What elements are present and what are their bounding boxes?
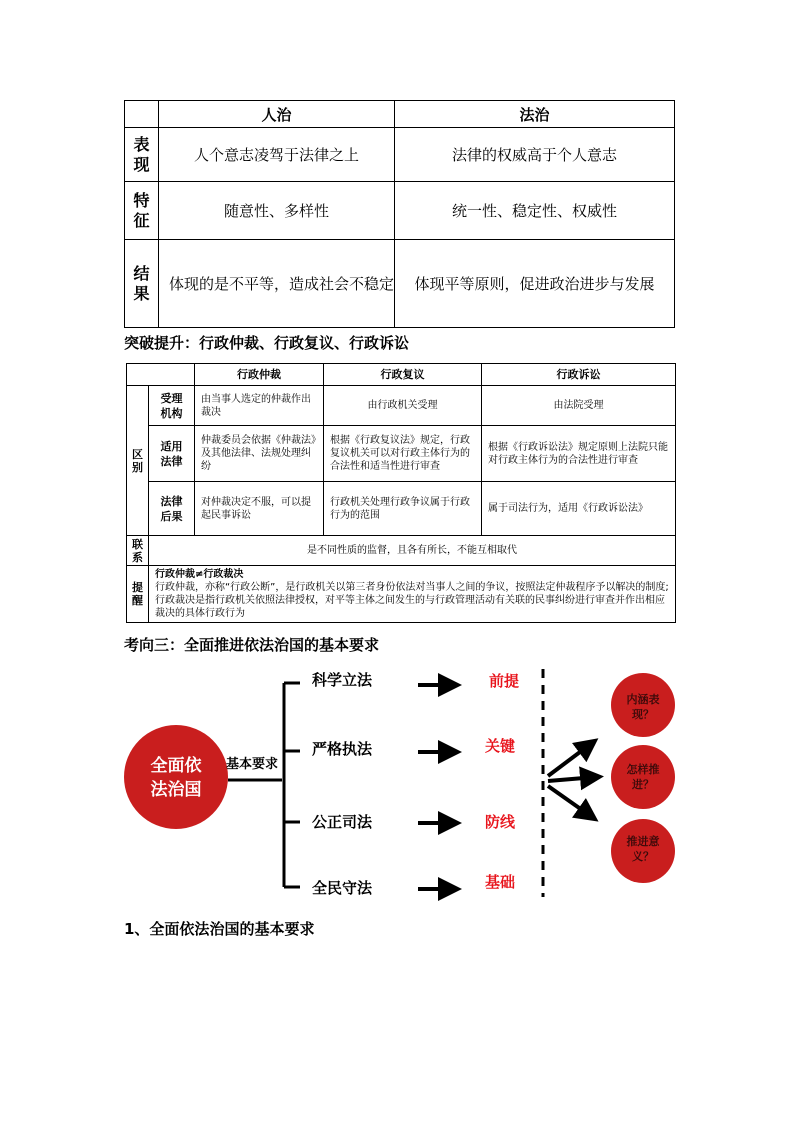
role-defense-line: 防线: [485, 813, 516, 831]
table2-header-litigation: 行政诉讼: [482, 364, 676, 386]
section-heading-basic-requirements: 1、全面依法治国的基本要求: [124, 920, 315, 938]
table1-header-fazhi: 法治: [395, 101, 675, 128]
question-2-line1: 怎样推: [626, 763, 660, 776]
row-label-tip: 提醒: [127, 566, 149, 623]
cell-review: 行政机关处理行政争议属于行政行为的范围: [324, 482, 482, 536]
table-row: [127, 566, 676, 623]
role-foundation: 基础: [485, 873, 516, 891]
table-row: [127, 536, 676, 566]
item-strict-enforcement: 严格执法: [312, 740, 373, 758]
row-label: 结果: [125, 240, 159, 328]
renzhi-fazhi-table: [124, 100, 675, 328]
table-row: [127, 482, 676, 536]
branch-label: 基本要求: [226, 757, 279, 772]
row-label: 法律后果: [149, 482, 195, 536]
cell-renzhi: 人个意志凌驾于法律之上: [159, 128, 395, 182]
table-row: [125, 240, 675, 328]
table-row: [125, 182, 675, 240]
row-label-link: 联系: [127, 536, 149, 566]
cell-arbitration: 由当事人选定的仲裁作出裁决: [195, 386, 324, 426]
cell-fazhi: 体现平等原则，促进政治进步与发展: [395, 240, 675, 328]
question-circle-2: [611, 745, 675, 809]
cell-review: 由行政机关受理: [324, 386, 482, 426]
administrative-comparison-table: [126, 363, 676, 623]
cell-litigation: 由法院受理: [482, 386, 676, 426]
cell-fazhi: 法律的权威高于个人意志: [395, 128, 675, 182]
table-row: [127, 386, 676, 426]
section-heading-direction3: 考向三：全面推进依法治国的基本要求: [124, 636, 380, 654]
role-key: 关键: [485, 737, 516, 755]
cell-arbitration: 仲裁委员会依据《仲裁法》及其他法律、法规处理纠纷: [195, 426, 324, 482]
fan-arrow-up: [548, 743, 592, 776]
item-law-abiding: 全民守法: [312, 879, 373, 897]
item-fair-justice: 公正司法: [312, 813, 373, 831]
question-1-line1: 内涵表: [626, 693, 660, 706]
role-premise: 前提: [489, 672, 520, 690]
fan-arrow-down: [548, 786, 592, 817]
center-text-line2: 法治国: [150, 780, 202, 800]
question-1-line2: 现？: [632, 708, 654, 721]
group-label-difference: 区别: [127, 386, 149, 536]
tip-text: 行政仲裁，亦称“行政公断”，是行政机关以第三者身份依法对当事人之间的争议，按照法定仲裁程序予以解决的制度;行政裁决是指行政机关依照法律授权，对平等主体之间发生的与行政管理活动有关联的民事纠纷进行审查并作出相应裁决的具体行政行为: [155, 582, 669, 619]
table-row: [127, 426, 676, 482]
item-scientific-legislation: 科学立法: [312, 671, 373, 689]
table2-corner: [127, 364, 195, 386]
cell-fazhi: 统一性、稳定性、权威性: [395, 182, 675, 240]
section-heading-breakthrough: 突破提升：行政仲裁、行政复议、行政诉讼: [124, 334, 410, 352]
cell-litigation: 属于司法行为，适用《行政诉讼法》: [482, 482, 676, 536]
question-2-line2: 进？: [632, 778, 654, 791]
tip-cell: [149, 566, 676, 623]
cell-litigation: 根据《行政诉讼法》规定原则上法院只能对行政主体行为的合法性进行审查: [482, 426, 676, 482]
table1-header-renzhi: 人治: [159, 101, 395, 128]
rule-of-law-diagram: [0, 655, 800, 915]
table2-header-arbitration: 行政仲裁: [195, 364, 324, 386]
row-label: 特征: [125, 182, 159, 240]
question-3-line2: 义？: [632, 850, 654, 863]
cell-renzhi: 体现的是不平等，造成社会不稳定: [159, 240, 395, 328]
fan-arrow-mid: [548, 777, 596, 781]
cell-review: 根据《行政复议法》规定，行政复议机关可以对行政主体行为的合法性和适当性进行审查: [324, 426, 482, 482]
table-row: [125, 128, 675, 182]
table2-header-review: 行政复议: [324, 364, 482, 386]
question-3-line1: 推进意: [626, 835, 660, 848]
row-label: 适用法律: [149, 426, 195, 482]
link-text: 是不同性质的监督，且各有所长，不能互相取代: [149, 536, 676, 566]
cell-arbitration: 对仲裁决定不服，可以提起民事诉讼: [195, 482, 324, 536]
center-text-line1: 全面依: [150, 756, 202, 776]
row-label: 表现: [125, 128, 159, 182]
center-circle: [124, 725, 228, 829]
tip-title: 行政仲裁≠行政裁决: [155, 569, 244, 580]
table1-corner: [125, 101, 159, 128]
row-label: 受理机构: [149, 386, 195, 426]
cell-renzhi: 随意性、多样性: [159, 182, 395, 240]
